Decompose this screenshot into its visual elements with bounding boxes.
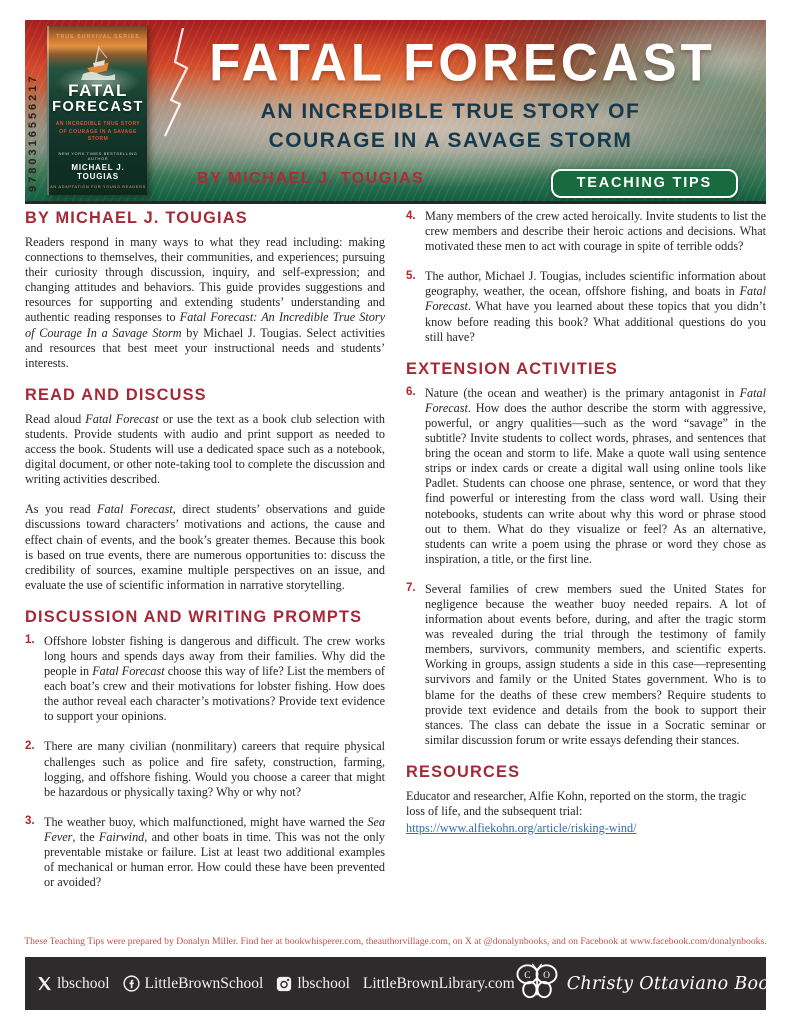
- prompt-text: The weather buoy, which malfunctioned, might have warned the Sea Fever, the Fairwind, and other boats in time. This was not the only preventable mistake or failure. List at least two additional examples of mechanical or human error. How could these have been prevented or avoided?: [44, 814, 385, 890]
- library-website-link[interactable]: [363, 975, 515, 993]
- right-column: [406, 209, 766, 905]
- cover-adaptation-note: AN ADAPTATION FOR YOUNG READERS: [50, 183, 146, 189]
- cover-subtitle: AN INCREDIBLE TRUE STORY OF COURAGE IN A SAVAGE STORM: [55, 121, 141, 143]
- prompt-number: 7.: [406, 582, 416, 595]
- social-x-link[interactable]: [37, 975, 110, 993]
- prompt-number: 6.: [406, 386, 416, 399]
- prompt-text: Nature (the ocean and weather) is the primary antagonist in Fatal Forecast. How does the author describe the storm with aggressive, powerful, or angry qualities—such as the word “savage” in the subtitle? Invite students to collect words, phrases, and sentences that bring the ocean and storm to life. Make a quote wall using sentence strips or index cards or create a digital wall using online tools like Padlet. Students can choose one phrase, sentence, or word that they find powerful or interesting from the class word wall. Using their notebooks, students can write about why this word or phrase stood out to them. What do they visualize or feel? As an alternative, students can write a poem using the phrase or word they chose as inspiration, a title, or the first line.: [425, 385, 766, 566]
- isbn-number: 9780316556217: [27, 73, 39, 192]
- prompt-text: Many members of the crew acted heroically. Invite students to list the crew members and describe their heroic actions and decisions. What motivated these men to act with courage in spite of terrible odds?: [425, 209, 766, 254]
- book-cover: [47, 26, 147, 195]
- banner-title: FATAL FORECAST: [209, 32, 716, 93]
- credit-line: These Teaching Tips were prepared by Donalyn Miller. Find her at bookwhisperer.com, theauthorvillage.com, on X at @donalynbooks, and on Facebook at www.facebook.com/donalynbooks.: [24, 936, 767, 947]
- social-links: [37, 975, 515, 993]
- facebook-icon: [123, 975, 140, 992]
- cover-author-tag: NEW YORK TIMES BESTSELLING AUTHOR: [58, 150, 138, 161]
- section-heading-resources: RESOURCES: [406, 762, 521, 781]
- banner-subtitle-line2: COURAGE IN A SAVAGE STORM: [268, 128, 633, 152]
- prompt-text: Offshore lobster fishing is dangerous and difficult. The crew works long hours and spends days away from their families. Why did the people in Fatal Forecast choose this way of life? List the members of each boat’s crew and their motivations for lobster fishing. How does the author reveal each character’s motivations? Provide text evidence to support your opinions.: [44, 633, 385, 724]
- svg-text:O: O: [542, 971, 550, 982]
- x-icon: [37, 976, 52, 991]
- banner-byline: BY MICHAEL J. TOUGIAS: [197, 170, 425, 187]
- prompt-item-5: [406, 269, 766, 344]
- section-heading-extension: EXTENSION ACTIVITIES: [406, 359, 618, 378]
- prompt-number: 3.: [25, 815, 35, 828]
- prompt-text: Several families of crew members sued the United States for negligence because the weather buoy needed repairs. A lot of information about events before, during, and after the tragic storm was revealed during the trial through the testimony of family members, survivors, community members, and scientific experts. Working in groups, assign students a side in this case—representing survivors and family or the United States government. Who is to blame for the deaths of these crew members? Require students to provide text evidence and details from the book to support their stances. The class can debate the issue in a Socratic seminar or similar discussion forum or write essays defending their stances.: [425, 581, 766, 747]
- imprint-name: Christy Ottaviano Books: [566, 973, 790, 994]
- prompt-item-7: [406, 582, 766, 748]
- footer-bar: [25, 957, 790, 1010]
- imprint-logo: [515, 961, 790, 1006]
- prompt-text: The author, Michael J. Tougias, includes scientific information about geography, weather, the ocean, offshore fishing, and boats in Fatal Forecast. What have you learned about these topics that you didn’t know before reading this book? What additional questions do you still have?: [425, 269, 766, 344]
- header-banner: [25, 20, 766, 204]
- prompt-item-6: [406, 386, 766, 567]
- butterfly-icon: [515, 961, 559, 1006]
- prompt-item-4: [406, 209, 766, 254]
- social-facebook-link[interactable]: [123, 975, 264, 993]
- prompt-item-3: [25, 815, 385, 890]
- main-content: [25, 209, 766, 905]
- banner-subtitle: [155, 98, 746, 156]
- section-heading-by-author: BY MICHAEL J. TOUGIAS: [25, 209, 248, 227]
- social-instagram-link[interactable]: [276, 975, 350, 993]
- resources-link[interactable]: https://www.alfiekohn.org/article/risking-wind/: [406, 821, 637, 836]
- section-heading-read-discuss: READ AND DISCUSS: [25, 385, 207, 404]
- prompt-number: 5.: [406, 269, 416, 282]
- read-discuss-paragraph-1: Read aloud Fatal Forecast or use the text as a book club selection with students. Provide students with audio and print support as needed to access the book. Students will use a dedicated space such as a notebook, digital document, or other note-taking tool to complete the discussion and writing activities described.: [25, 411, 386, 487]
- prompt-number: 2.: [25, 739, 35, 752]
- intro-paragraph: Readers respond in many ways to what they read including: making connections to themselves, their communities, and experiences; pursuing their curiosity through discussion, inquiry, and self-expression; and changing attitudes and behaviors. This guide provides suggestions and resources for supporting and extending students’ understanding and authentic reading responses to Fatal Forecast: An Incredible True Story of Courage In a Savage Storm by Michael J. Tougias. Select activities and resources that best meet your instructional needs and students’ interests.: [25, 235, 386, 370]
- teaching-tips-badge: TEACHING TIPS: [551, 169, 738, 198]
- cover-title: FATAL FORECAST: [52, 81, 144, 116]
- left-column: [25, 209, 385, 905]
- social-facebook-handle: LittleBrownSchool: [144, 974, 264, 992]
- banner-subtitle-line1: AN INCREDIBLE TRUE STORY OF: [260, 100, 641, 123]
- prompt-item-1: [25, 634, 385, 725]
- prompt-number: 4.: [406, 209, 416, 222]
- svg-text:C: C: [523, 971, 531, 982]
- instagram-icon: [276, 976, 292, 992]
- section-heading-prompts: DISCUSSION AND WRITING PROMPTS: [25, 607, 363, 626]
- boat-illustration-icon: [81, 44, 115, 80]
- prompt-number: 1.: [25, 634, 35, 647]
- cover-author: MICHAEL J. TOUGIAS: [71, 162, 125, 181]
- social-instagram-handle: lbschool: [297, 974, 350, 992]
- prompt-item-2: [25, 739, 385, 799]
- resources-text: Educator and researcher, Alfie Kohn, reported on the storm, the tragic loss of life, and the subsequent trial:: [406, 788, 747, 818]
- cover-series-label: TRUE SURVIVAL SERIES: [56, 34, 140, 40]
- library-website-label: LittleBrownLibrary.com: [362, 974, 515, 992]
- prompt-text: There are many civilian (nonmilitary) careers that require physical challenges such as police and fire safety, construction, farming, logging, and offshore fishing. Would you choose a career that might be hazardous or physically taxing? Why or why not?: [44, 739, 385, 799]
- read-discuss-paragraph-2: As you read Fatal Forecast, direct students’ observations and guide discussions toward characters’ motivations and actions, the cause and effect chain of events, and the book’s greater themes. Because this book is based on true events, there are numerous opportunities to: discuss the credibility of sources, examine multiple perspectives on an issue, and evaluate the use of scientific information in narrative storytelling.: [25, 502, 386, 592]
- social-x-handle: lbschool: [57, 974, 110, 992]
